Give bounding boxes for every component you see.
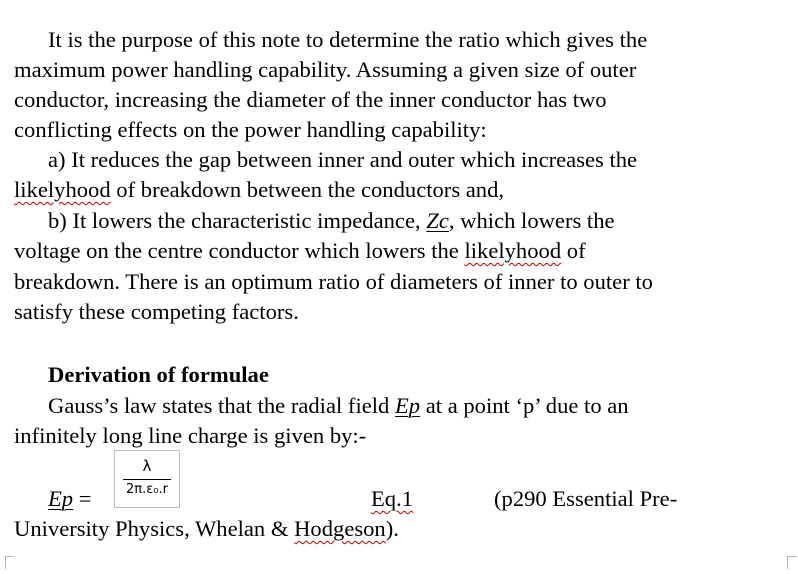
- variable-ep: Ep: [48, 486, 74, 511]
- text-run: It is the purpose of this note to determine the ratio which gives the: [48, 27, 648, 52]
- section-heading: [48, 360, 269, 390]
- equation-lhs: [48, 484, 92, 514]
- spelling-flagged-word[interactable]: likelyhood: [14, 177, 111, 202]
- text-run: a) It reduces the gap between inner and outer which increases the: [48, 147, 638, 172]
- margin-corner-mark: [787, 556, 796, 569]
- fraction-denominator: 2π.ε₀.r: [126, 482, 168, 497]
- spelling-flagged-word[interactable]: likelyhood: [464, 238, 562, 263]
- equals-sign: =: [73, 486, 92, 511]
- reference-citation-cont: [14, 514, 399, 544]
- list-item-b-cont: [14, 236, 586, 266]
- variable-zc: Zc: [426, 208, 449, 233]
- equation-number: Eq.1: [371, 486, 414, 511]
- text-run: conflicting effects on the power handling capability:: [14, 117, 487, 142]
- text-run: of breakdown between the conductors and,: [110, 177, 505, 202]
- text-run: breakdown. There is an optimum ratio of diameters of inner to outer to: [14, 269, 653, 294]
- equation-label: [371, 484, 413, 514]
- list-item-b: [48, 206, 615, 236]
- text-run: satisfy these competing factors.: [14, 299, 299, 324]
- text-run: infinitely long line charge is given by:-: [14, 423, 367, 448]
- paragraph-line: [14, 85, 607, 115]
- list-item-b-cont: [14, 297, 299, 327]
- list-item-b-cont: [14, 267, 653, 297]
- text-run: b) It lowers the characteristic impedance,: [48, 208, 427, 233]
- paragraph-line: [48, 25, 647, 55]
- fraction-numerator: λ: [142, 457, 152, 475]
- text-run: maximum power handling capability. Assuming a given size of outer: [14, 57, 637, 82]
- text-run: , which lowers the: [448, 208, 615, 233]
- list-item-a-cont: [14, 175, 504, 205]
- fraction-bar: [123, 479, 171, 480]
- text-run: University Physics, Whelan &: [14, 516, 295, 541]
- paragraph-line: [48, 391, 629, 421]
- spelling-flagged-word[interactable]: Hodgeson: [294, 516, 386, 541]
- text-run: voltage on the centre conductor which lowers the: [14, 238, 465, 263]
- text-run: Gauss’s law states that the radial field: [48, 393, 395, 418]
- text-run: conductor, increasing the diameter of the inner conductor has two: [14, 87, 607, 112]
- text-run: at a point ‘p’ due to an: [420, 393, 629, 418]
- paragraph-line: [14, 421, 366, 451]
- margin-corner-mark: [5, 556, 14, 569]
- paragraph-line: [14, 55, 636, 85]
- reference-citation: [494, 484, 677, 514]
- paragraph-line: [14, 115, 487, 145]
- equation-object[interactable]: [114, 450, 180, 508]
- list-item-a: [48, 145, 637, 175]
- text-run: of: [561, 238, 586, 263]
- text-run: ).: [385, 516, 399, 541]
- text-run: (p290 Essential Pre-: [494, 486, 678, 511]
- variable-ep: Ep: [394, 393, 421, 418]
- heading-text: Derivation of formulae: [48, 362, 269, 387]
